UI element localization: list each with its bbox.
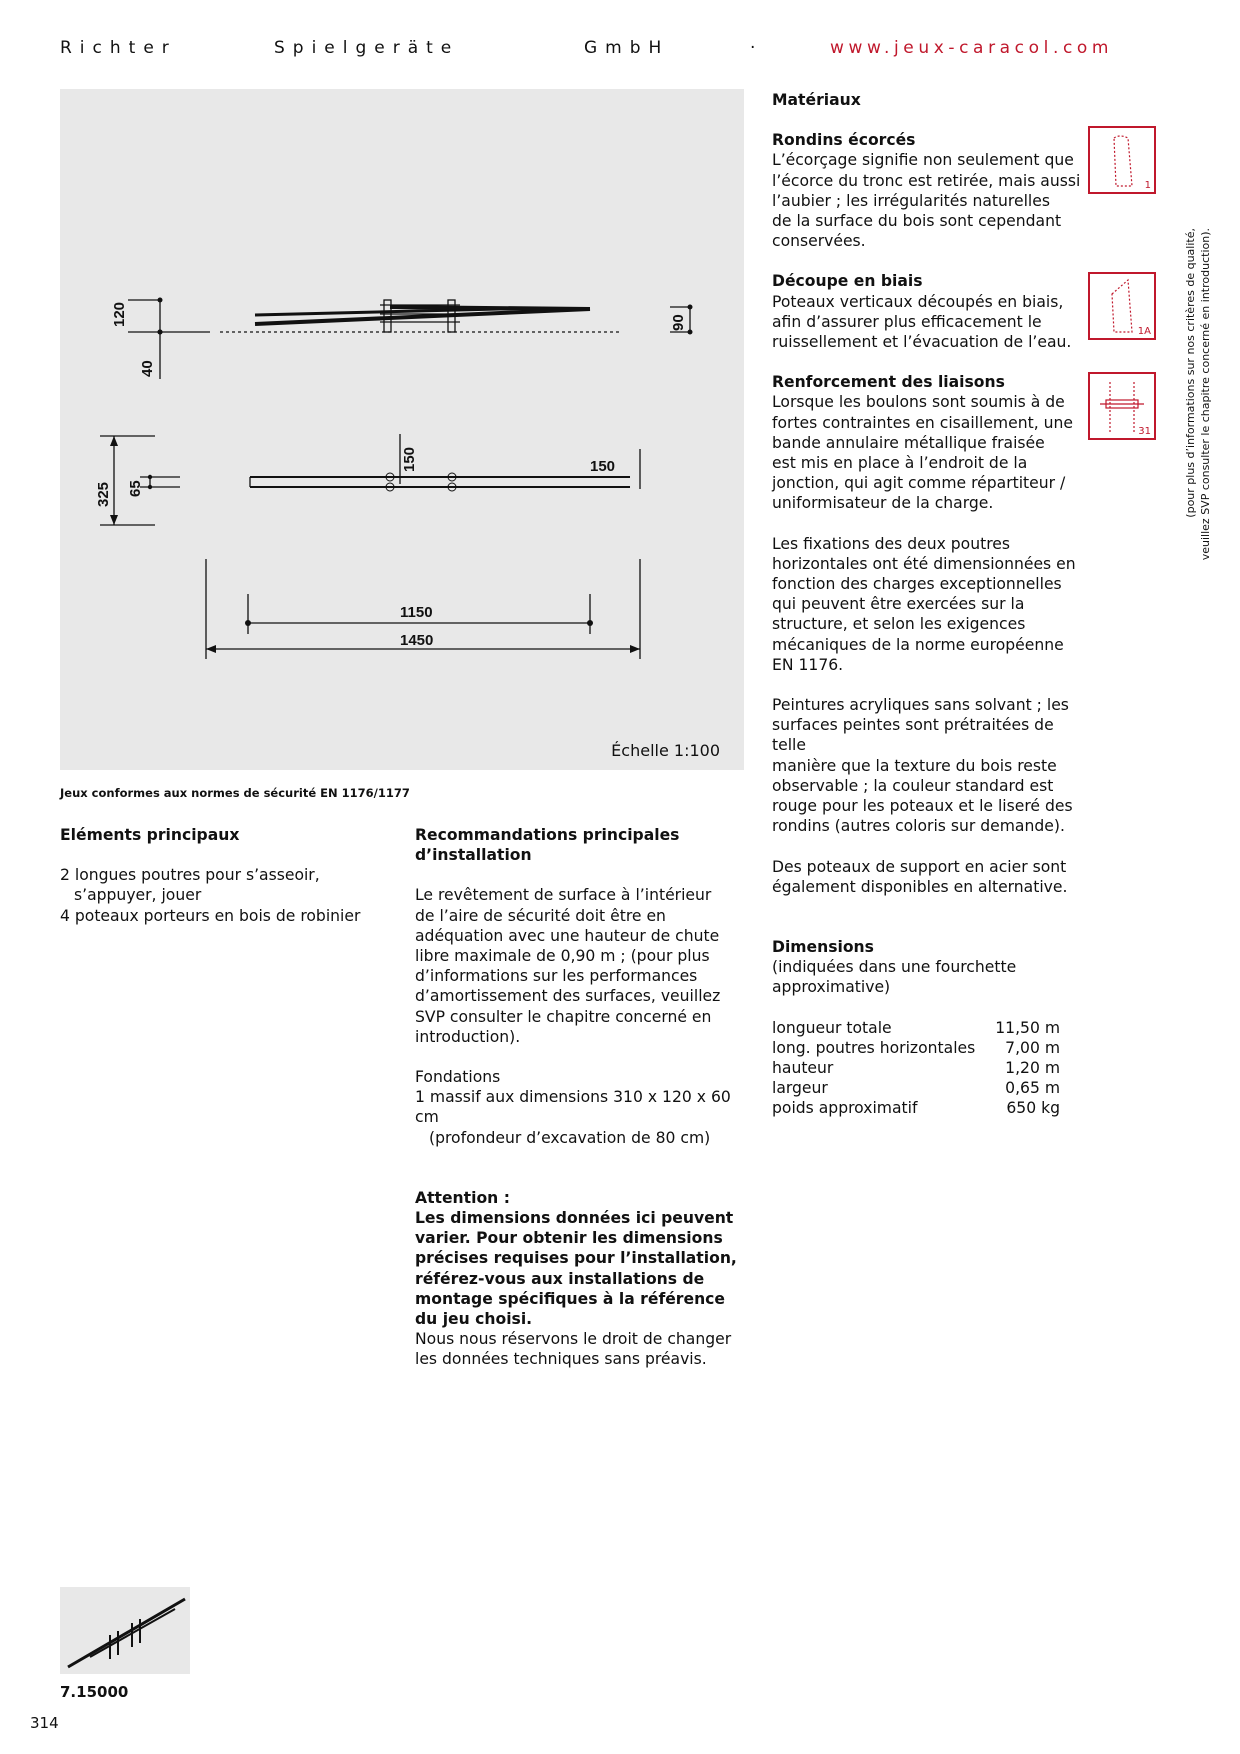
surfacing-text-line: adéquation avec une hauteur de chute (415, 926, 720, 945)
attention-line: Attention : (415, 1188, 510, 1207)
dimension-value: 11,50 m (995, 1018, 1061, 1037)
elevation-view (128, 300, 690, 379)
attention-line: précises requises pour l’installation, (415, 1249, 737, 1268)
fixings-line: qui peuvent être exercées sur la (772, 595, 1025, 614)
fixings-line: structure, et selon les exigences (772, 615, 1026, 634)
slanted-cut-line: ruissellement et l’évacuation de l’eau. (772, 333, 1072, 352)
fixings-line: horizontales ont été dimensionnées en (772, 554, 1076, 573)
slanted-cut-title: Découpe en biais (772, 272, 923, 291)
steel-posts-line: également disponibles en alternative. (772, 877, 1068, 896)
attention-line: référez-vous aux installations de (415, 1269, 705, 1288)
company-name-word3: GmbH (584, 38, 670, 58)
dim-325: 325 (95, 481, 112, 507)
main-elements-section (60, 825, 380, 926)
surfacing-text-line: d’amortissement des surfaces, veuillez (415, 987, 721, 1006)
reserve-line: Nous nous réservons le droit de changer (415, 1330, 732, 1349)
icon-label: 1 (1144, 180, 1151, 191)
dimension-label: poids approximatif (772, 1098, 918, 1117)
paint-line: surfaces peintes sont prétraitées de telle (772, 716, 1054, 755)
dimension-value: 1,20 m (1005, 1058, 1061, 1077)
dimension-label: longueur totale (772, 1018, 892, 1037)
materials-title: Matériaux (772, 91, 861, 109)
element-item: 4 poteaux porteurs en bois de robinier (60, 906, 361, 925)
table-row (772, 1018, 1060, 1038)
table-row (772, 1098, 1060, 1118)
dimensions-subtitle: approximative) (772, 978, 891, 997)
dim-90: 90 (670, 314, 687, 331)
icon-label: 1A (1137, 326, 1151, 337)
debarked-logs-line: L’écorçage signifie non seulement que (772, 151, 1074, 170)
installation-title-line: d’installation (415, 846, 532, 865)
website-link[interactable]: www.jeux-caracol.com (830, 38, 1114, 58)
table-row (772, 1038, 1060, 1058)
paint-line: rondins (autres coloris sur demande). (772, 817, 1065, 836)
dimension-value: 7,00 m (1005, 1038, 1061, 1057)
reinforcement-title: Renforcement des liaisons (772, 373, 1005, 392)
dimensions-title: Dimensions (772, 937, 874, 956)
surfacing-text-line: Le revêtement de surface à l’intérieur (415, 886, 712, 905)
dim-150-vertical: 150 (401, 446, 418, 472)
debarked-logs-line: conservées. (772, 232, 866, 251)
attention-line: varier. Pour obtenir les dimensions (415, 1229, 723, 1248)
debarked-logs-line: l’aubier ; les irrégularités naturelles (772, 191, 1050, 210)
debarked-logs-line: l’écorce du tronc est retirée, mais aussi (772, 171, 1081, 190)
dim-1450: 1450 (400, 632, 434, 649)
company-name-word1: Richter (60, 38, 177, 58)
debarked-logs-line: de la surface du bois sont cependant (772, 212, 1062, 231)
dim-1150: 1150 (400, 604, 433, 621)
reinforcement-line: bande annulaire métallique fraisée (772, 433, 1045, 452)
foundations-title: Fondations (415, 1068, 501, 1087)
element-item: s’appuyer, jouer (74, 886, 202, 905)
product-code: 7.15000 (60, 1683, 129, 1701)
slanted-cut-icon (1088, 272, 1156, 340)
debarked-logs-title: Rondins écorcés (772, 131, 916, 150)
dimensions-table (772, 1018, 1060, 1118)
dimension-value: 0,65 m (1005, 1078, 1061, 1097)
foundations-line: 1 massif aux dimensions 310 x 120 x 60 cm (415, 1088, 731, 1127)
attention-line: du jeu choisi. (415, 1310, 533, 1329)
reserve-line: les données techniques sans préavis. (415, 1350, 707, 1369)
dimension-label: largeur (772, 1078, 828, 1097)
header-separator: · (750, 38, 764, 58)
reinforced-joint-icon (1088, 372, 1156, 440)
element-item: 2 longues poutres pour s’asseoir, (60, 866, 320, 885)
company-name-word2: Spielgeräte (274, 38, 460, 58)
dimension-label: hauteur (772, 1058, 834, 1077)
debarked-log-icon (1088, 126, 1156, 194)
paint-line: observable ; la couleur standard est (772, 776, 1054, 795)
dim-150-horizontal: 150 (590, 458, 616, 475)
quality-side-note (1183, 228, 1213, 578)
drawing-scale: Échelle 1:100 (611, 741, 720, 760)
surfacing-text-line: introduction). (415, 1027, 521, 1046)
dimensions-subtitle: (indiquées dans une fourchette (772, 958, 1017, 977)
surfacing-text-line: libre maximale de 0,90 m ; (pour plus (415, 947, 710, 966)
plan-view (100, 434, 640, 525)
reinforcement-line: jonction, qui agit comme répartiteur / (772, 474, 1066, 493)
installation-title-line: Recommandations principales (415, 826, 680, 844)
paint-line: rouge pour les poteaux et le liseré des (772, 797, 1073, 816)
side-note-line: (pour plus d’informations sur nos critères de qualité, (1184, 228, 1197, 518)
dim-40: 40 (139, 360, 156, 377)
safety-norm-note: Jeux conformes aux normes de sécurité EN 1176/1177 (60, 786, 410, 800)
dimension-value: 650 kg (1006, 1098, 1061, 1117)
reinforcement-line: Lorsque les boulons sont soumis à de (772, 393, 1065, 412)
surfacing-text-line: d’informations sur les performances (415, 967, 698, 986)
fixings-line: fonction des charges exceptionnelles (772, 575, 1062, 594)
page-number: 314 (30, 1714, 59, 1732)
reinforcement-line: fortes contraintes en cisaillement, une (772, 413, 1073, 432)
slanted-cut-line: afin d’assurer plus efficacement le (772, 312, 1042, 331)
paint-line: manière que la texture du bois reste (772, 756, 1057, 775)
product-thumbnail (60, 1587, 190, 1674)
reinforcement-line: est mis en place à l’endroit de la (772, 454, 1028, 473)
fixings-line: mécaniques de la norme européenne (772, 635, 1064, 654)
table-row (772, 1058, 1060, 1078)
paint-line: Peintures acryliques sans solvant ; les (772, 696, 1069, 715)
surfacing-text-line: de l’aire de sécurité doit être en (415, 906, 666, 925)
side-note-line: veuillez SVP consulter le chapitre concerné en introduction). (1199, 228, 1212, 561)
dim-65: 65 (127, 480, 144, 497)
steel-posts-line: Des poteaux de support en acier sont (772, 857, 1067, 876)
foundations-line: (profondeur d’excavation de 80 cm) (429, 1128, 711, 1147)
materials-section (772, 90, 1092, 1118)
reinforcement-line: uniformisateur de la charge. (772, 494, 994, 513)
attention-line: Les dimensions données ici peuvent (415, 1209, 734, 1228)
technical-drawing (60, 89, 744, 770)
attention-line: montage spécifiques à la référence (415, 1289, 725, 1308)
surfacing-text-line: SVP consulter le chapitre concerné en (415, 1007, 712, 1026)
slanted-cut-line: Poteaux verticaux découpés en biais, (772, 292, 1064, 311)
icon-label: 31 (1138, 426, 1151, 437)
table-row (772, 1078, 1060, 1098)
dimension-label: long. poutres horizontales (772, 1038, 976, 1057)
dim-120: 120 (111, 301, 128, 327)
main-elements-title: Eléments principaux (60, 826, 240, 844)
fixings-line: EN 1176. (772, 655, 844, 674)
fixings-line: Les fixations des deux poutres (772, 534, 1011, 553)
installation-section (415, 825, 745, 1370)
